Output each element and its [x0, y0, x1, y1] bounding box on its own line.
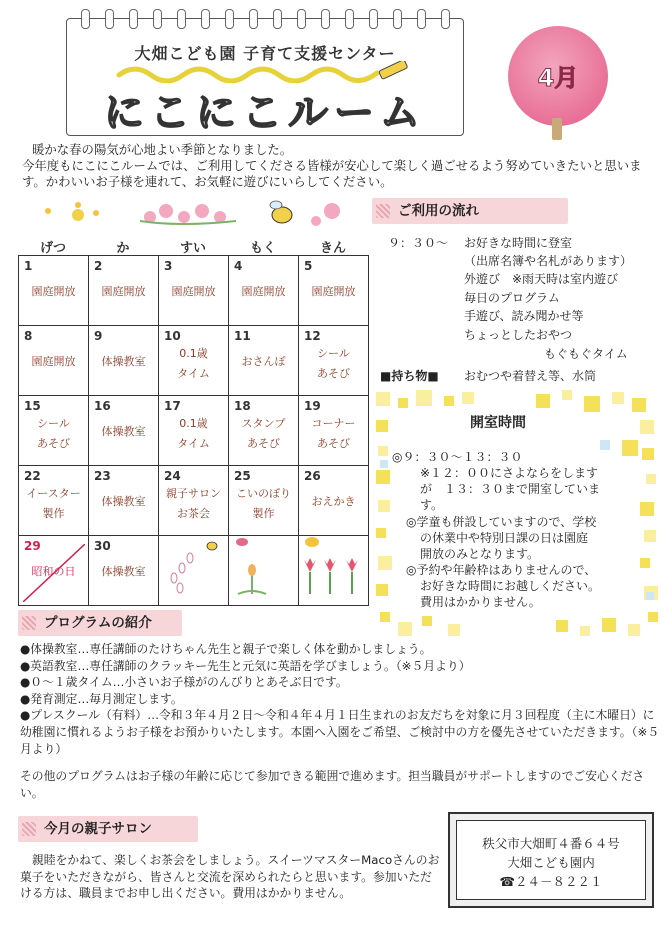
calendar-day-cell: [229, 256, 299, 326]
usage-item: ちょっとしたおやつ: [464, 328, 573, 342]
event-line: 製作: [42, 507, 65, 520]
program-item: ●英語教室…専任講師のクラッキー先生と元気に英語を学びましょう。（※５月より）: [20, 658, 471, 673]
event-line: 体操教室: [101, 355, 146, 368]
decorative-square: [422, 616, 432, 626]
day-number: 10: [164, 329, 181, 343]
decorative-square: [612, 392, 624, 404]
hours-line: が １３：３０まで開室していま: [420, 482, 601, 496]
calendar-week-row: [19, 256, 369, 326]
day-number: 15: [24, 399, 41, 413]
day-event: [91, 492, 156, 512]
tulips-icon: [298, 532, 366, 598]
day-event: [301, 282, 366, 302]
hours-line: の休業中や特別日課の日は園庭: [420, 531, 589, 545]
calendar-day-cell: [89, 326, 159, 396]
event-line: 園庭開放: [31, 355, 76, 368]
hours-line: 費用はかかりません。: [420, 595, 541, 609]
salon-text: [20, 852, 440, 902]
event-line: 園庭開放: [241, 285, 286, 298]
day-number: 19: [304, 399, 321, 413]
sprout-icon: [230, 532, 296, 598]
decorative-square: [644, 530, 656, 542]
decorative-square: [448, 624, 460, 636]
day-event: [161, 414, 226, 454]
program-list: [20, 641, 664, 757]
day-event: [21, 282, 86, 302]
event-line: 0.1歳: [179, 417, 208, 430]
calendar-day-cell: [229, 466, 299, 536]
decorative-square: [622, 440, 638, 456]
event-line: 園庭開放: [31, 285, 76, 298]
decorative-square: [632, 398, 646, 412]
event-line: 体操教室: [101, 495, 146, 508]
calendar-day-cell: [159, 256, 229, 326]
calendar-day-cell: [159, 326, 229, 396]
weekday-header: [18, 237, 368, 255]
day-event: [301, 492, 366, 512]
usage-item: 手遊び、読み聞かせ等: [464, 309, 584, 323]
salon-paragraph: 親睦をかねて、楽しくお茶会をしましょう。スイーツマスターMacoさんのお菓子をいただきながら、皆さんと交流を深められたらと思います。参加いただける方は、職員までお申し出ください。費用はかかりません。: [20, 853, 440, 901]
event-line: イースター: [26, 487, 81, 500]
event-line: あそび: [247, 437, 280, 450]
day-number: 5: [304, 259, 313, 273]
day-number: 2: [94, 259, 103, 273]
page-title: にこにこルーム: [104, 90, 426, 136]
calendar-day-cell: [89, 256, 159, 326]
event-line: コーナー: [311, 417, 356, 430]
event-line: 体操教室: [101, 425, 146, 438]
calendar-week-row: [19, 396, 369, 466]
calendar-day-cell: [299, 256, 369, 326]
program-heading: プログラムの紹介: [18, 610, 182, 636]
calendar-day-cell: [229, 326, 299, 396]
month-label: 4月: [537, 64, 579, 92]
decorative-square: [584, 396, 600, 412]
belongings-text: おむつや着替え等、水筒: [464, 369, 597, 383]
event-line: シール: [317, 347, 350, 360]
decorative-square: [378, 446, 388, 456]
program-item: ●発育測定…毎月測定します。: [20, 691, 183, 706]
decorative-square: [648, 612, 658, 622]
hours-line: ◎予約や年齢枠はありませんので、: [406, 563, 597, 577]
event-line: あそび: [37, 437, 70, 450]
usage-item: 外遊び ※雨天時は室内遊び: [464, 272, 619, 286]
day-number: 23: [94, 469, 111, 483]
hours-line: お好きな時間にお越しください。: [420, 579, 601, 593]
holiday-strike-icon: [23, 544, 85, 602]
header-notepad: [66, 18, 464, 136]
usage-item: もぐもぐタイム: [544, 347, 628, 361]
day-event: [91, 352, 156, 372]
decorative-square: [380, 460, 388, 468]
decorative-square: [398, 398, 408, 408]
event-line: あそび: [317, 437, 350, 450]
calendar-day-cell: [159, 466, 229, 536]
decorative-square: [640, 502, 654, 516]
calendar-day-cell: [89, 396, 159, 466]
calendar-day-cell: [89, 466, 159, 536]
program-item: ●０～１歳タイム…小さいお子様がのんびりとあそぶ日です。: [20, 675, 348, 690]
day-number: 12: [304, 329, 321, 343]
decorative-square: [380, 612, 390, 622]
event-line: シール: [37, 417, 70, 430]
day-number: 22: [24, 469, 41, 483]
day-number: 24: [164, 469, 181, 483]
decorative-square: [378, 500, 390, 512]
event-line: お茶会: [177, 507, 210, 520]
hours-line: ◎９：３０～１３：３０: [392, 450, 523, 464]
day-event: [161, 282, 226, 302]
decorative-square: [628, 624, 640, 636]
usage-time: ９：３０～: [388, 236, 449, 250]
decorative-square: [376, 470, 390, 484]
salon-heading: 今月の親子サロン: [18, 816, 198, 842]
decorative-square: [378, 556, 392, 570]
usage-item: （出席名簿や名札があります）: [464, 254, 633, 268]
event-line: あそび: [317, 367, 350, 380]
decorative-square: [376, 392, 390, 406]
hours-title: 開室時間: [470, 415, 526, 431]
decorative-square: [536, 394, 550, 408]
day-number: 1: [24, 259, 33, 273]
weekday-wed: すい: [179, 241, 206, 256]
decorative-square: [600, 440, 610, 450]
address-line-2: 大畑こども園内: [507, 855, 595, 870]
calendar-day-cell: [19, 256, 89, 326]
day-number: 29: [24, 539, 41, 553]
day-event: [21, 352, 86, 372]
program-other-text: その他のプログラムはお子様の年齢に応じて参加できる範囲で進めます。担当職員がサポートしますのでご安心ください。: [20, 769, 645, 800]
calendar-day-cell: [19, 396, 89, 466]
hours-line: 開放のみとなります。: [420, 547, 540, 561]
calendar-day-cell: [299, 396, 369, 466]
day-event: [91, 422, 156, 442]
event-line: スタンプ: [241, 417, 286, 430]
calendar-day-cell: [159, 396, 229, 466]
decorative-square: [376, 420, 388, 432]
decorative-square: [646, 474, 656, 484]
day-number: 3: [164, 259, 173, 273]
day-number: 8: [24, 329, 33, 343]
day-event: [91, 282, 156, 302]
decorative-square: [376, 528, 386, 538]
event-line: おさんぽ: [241, 355, 286, 368]
decorative-square: [642, 448, 654, 460]
calendar-day-cell: [19, 536, 89, 606]
usage-item: 毎日のプログラム: [464, 291, 560, 305]
flower-bee-decoration-icon: [40, 197, 360, 231]
belongings-label: ■持ち物■: [380, 369, 439, 383]
calendar-day-cell: [229, 396, 299, 466]
calendar-day-cell: [19, 466, 89, 536]
day-event: [161, 484, 226, 524]
decorative-square: [640, 558, 650, 568]
hours-line: ※１２：００にさよならをします: [420, 466, 599, 480]
event-line: こいのぼり: [236, 487, 291, 500]
usage-item: お好きな時間に登室: [464, 236, 573, 250]
address-phone: ☎２４－８２２１: [499, 874, 603, 889]
decorative-square: [602, 618, 616, 632]
day-event: [21, 414, 86, 454]
event-line: タイム: [177, 437, 210, 450]
day-event: [231, 282, 296, 302]
event-line: 体操教室: [101, 565, 146, 578]
decorative-square: [562, 390, 572, 400]
header-subtitle: 大畑こども園 子育て支援センター: [134, 44, 396, 63]
decorative-square: [646, 592, 654, 600]
hours-line: ◎学童も併設していますので、学校: [406, 515, 597, 529]
day-number: 17: [164, 399, 181, 413]
weekday-mon: げつ: [39, 241, 66, 256]
intro-line-2: 今年度もにこにこルームでは、ご利用してくださる皆様が安心して楽しく過ごせるよう努めていきたいと思います。かわいいお子様を連れて、お気軽に遊びにいらしてください。: [22, 158, 642, 189]
day-number: 18: [234, 399, 251, 413]
calendar-day-cell: [299, 326, 369, 396]
decorative-square: [398, 622, 412, 636]
day-number: 9: [94, 329, 103, 343]
day-event: [161, 344, 226, 384]
weekday-tue: か: [116, 241, 130, 256]
day-event: [91, 562, 156, 582]
decorative-square: [640, 420, 654, 434]
day-number: 30: [94, 539, 111, 553]
event-line: 親子サロン: [166, 487, 221, 500]
event-line: 昭和の日: [31, 565, 76, 578]
usage-heading: ご利用の流れ: [372, 198, 568, 224]
decorative-square: [556, 620, 568, 632]
calendar-week-row: [19, 326, 369, 396]
decorative-square: [462, 392, 474, 404]
weekday-thu: もく: [249, 241, 276, 256]
address-line-1: 秩父市大畑町４番６４号: [482, 836, 620, 851]
day-number: 16: [94, 399, 111, 413]
pencil-scribble-icon: [115, 61, 415, 83]
petals-icon: [160, 532, 226, 598]
calendar-day-cell: [19, 326, 89, 396]
weekday-fri: きん: [319, 241, 346, 256]
program-item: ●体操教室…専任講師のたけちゃん先生と親子で楽しく体を動かしましょう。: [20, 642, 432, 656]
event-line: 園庭開放: [311, 285, 356, 298]
event-line: タイム: [177, 367, 210, 380]
day-event: [301, 344, 366, 384]
calendar-day-cell: [299, 466, 369, 536]
event-line: 0.1歳: [179, 347, 208, 360]
day-event: [21, 484, 86, 524]
calendar-day-cell: [89, 536, 159, 606]
intro-line-1: 暖かな春の陽気が心地よい季節となりました。: [32, 142, 293, 157]
day-event: [231, 352, 296, 372]
event-line: 製作: [252, 507, 275, 520]
day-event: [301, 414, 366, 454]
day-number: 25: [234, 469, 251, 483]
decorative-square: [376, 584, 388, 596]
decorative-square: [416, 390, 432, 406]
day-number: 26: [304, 469, 321, 483]
program-item: ●プレスクール（有料）…令和３年４月２日～令和４年４月１日生まれのお友だちを対象に月３回程度（主に木曜日）に幼稚園に慣れるようお子様をお預かりいたします。本園へ入園をご希望、ご検討中の方を優先させていただきます。（※５月より）: [20, 708, 660, 756]
hours-line: す。: [420, 498, 444, 512]
calendar-week-row: [19, 466, 369, 536]
decorative-square: [580, 626, 590, 636]
event-line: おえかき: [311, 495, 356, 508]
day-event: [231, 414, 296, 454]
tree-trunk-icon: [552, 118, 562, 140]
decorative-square: [444, 396, 454, 406]
day-number: 11: [234, 329, 251, 343]
event-line: 園庭開放: [101, 285, 146, 298]
day-number: 4: [234, 259, 243, 273]
intro-text: [22, 142, 662, 190]
day-event: [231, 484, 296, 524]
event-line: 園庭開放: [171, 285, 216, 298]
